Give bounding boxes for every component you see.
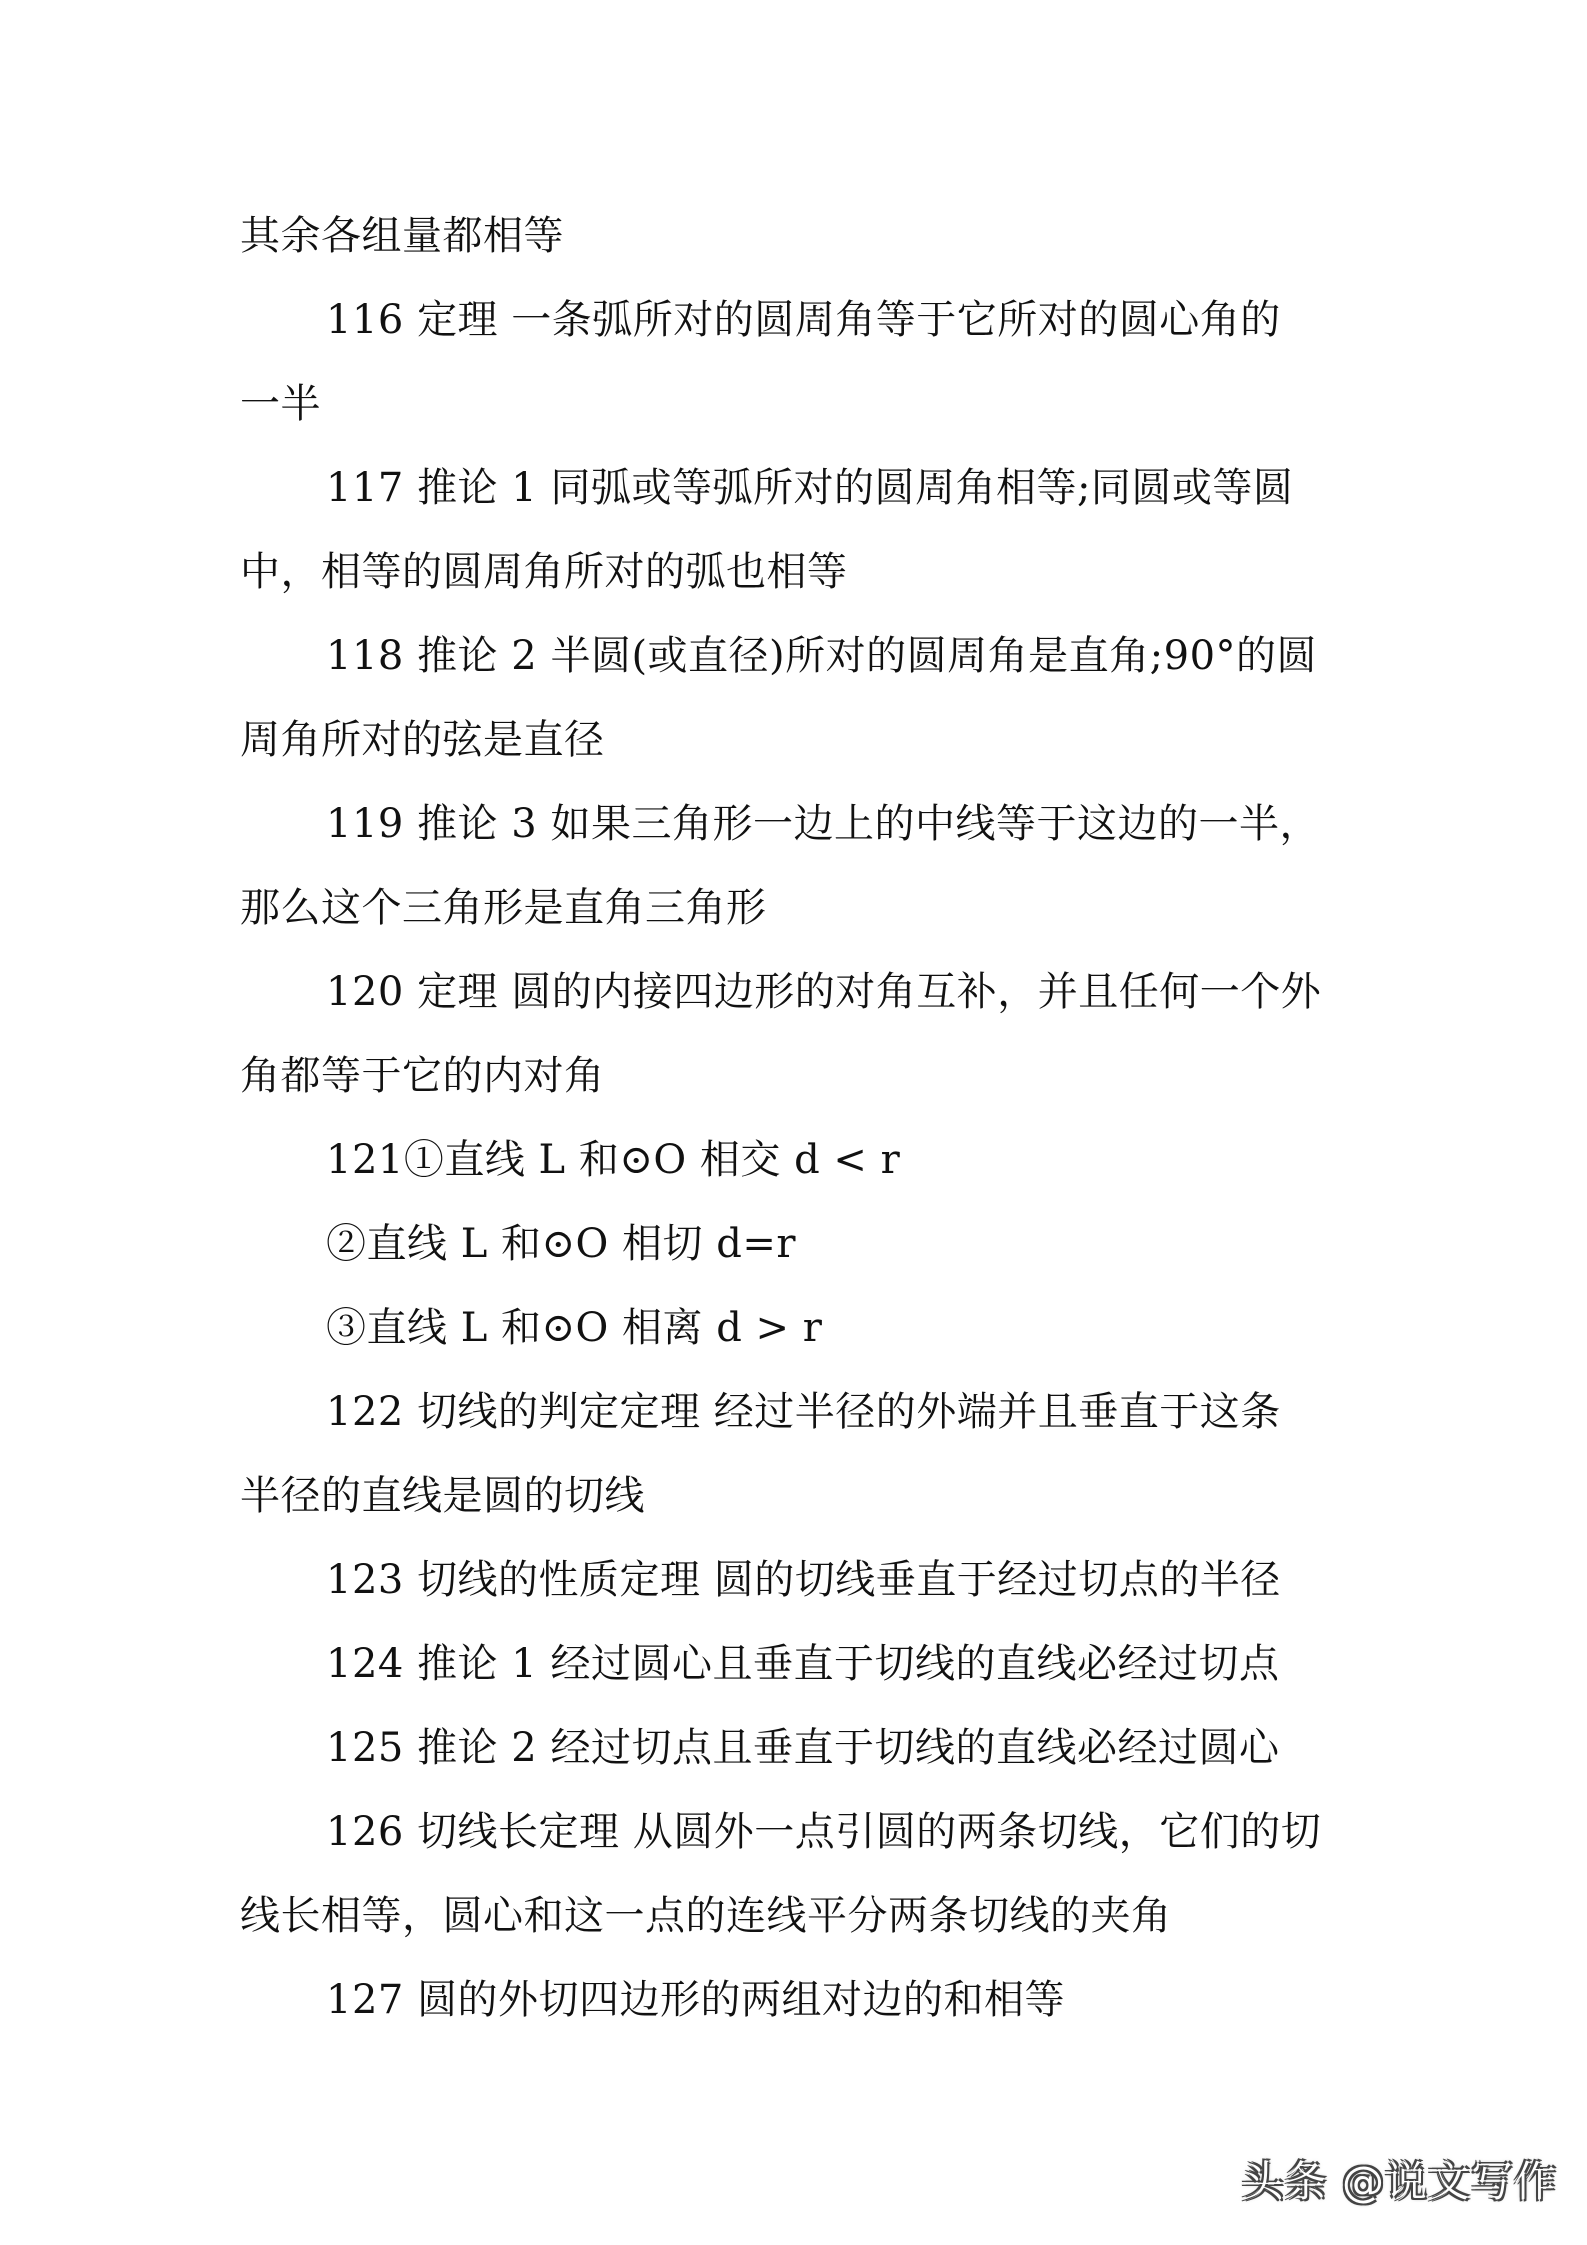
text-line: 116 定理 一条弧所对的圆周角等于它所对的圆心角的 — [326, 297, 1281, 343]
text-line: 半径的直线是圆的切线 — [240, 1473, 645, 1519]
text-line: 其余各组量都相等 — [240, 213, 564, 259]
text-line: 123 切线的性质定理 圆的切线垂直于经过切点的半径 — [326, 1557, 1281, 1603]
text-line: 124 推论 1 经过圆心且垂直于切线的直线必经过切点 — [326, 1641, 1280, 1687]
text-line: 119 推论 3 如果三角形一边上的中线等于这边的一半， — [326, 801, 1320, 847]
text-line: 那么这个三角形是直角三角形 — [240, 885, 767, 931]
text-line: 中，相等的圆周角所对的弧也相等 — [240, 549, 848, 595]
text-line: 117 推论 1 同弧或等弧所对的圆周角相等;同圆或等圆 — [326, 465, 1294, 511]
text-line: ③直线 L 和⊙O 相离 d > r — [326, 1305, 823, 1351]
text-line: 118 推论 2 半圆(或直径)所对的圆周角是直角;90°的圆 — [326, 633, 1318, 679]
text-line: 121①直线 L 和⊙O 相交 d < r — [326, 1137, 901, 1183]
text-line: ②直线 L 和⊙O 相切 d=r — [326, 1221, 796, 1267]
text-line: 角都等于它的内对角 — [240, 1053, 605, 1099]
text-line: 125 推论 2 经过切点且垂直于切线的直线必经过圆心 — [326, 1725, 1280, 1771]
text-line: 122 切线的判定定理 经过半径的外端并且垂直于这条 — [326, 1389, 1281, 1435]
text-line: 126 切线长定理 从圆外一点引圆的两条切线，它们的切 — [326, 1809, 1322, 1855]
text-line: 120 定理 圆的内接四边形的对角互补，并且任何一个外 — [326, 969, 1322, 1015]
text-line: 线长相等，圆心和这一点的连线平分两条切线的夹角 — [240, 1893, 1172, 1939]
text-line: 127 圆的外切四边形的两组对边的和相等 — [326, 1977, 1066, 2023]
text-line: 一半 — [240, 381, 321, 427]
watermark: 头条 @说文写作 — [1241, 2157, 1557, 2206]
document-body — [240, 194, 1360, 2042]
text-line: 周角所对的弦是直径 — [240, 717, 605, 763]
